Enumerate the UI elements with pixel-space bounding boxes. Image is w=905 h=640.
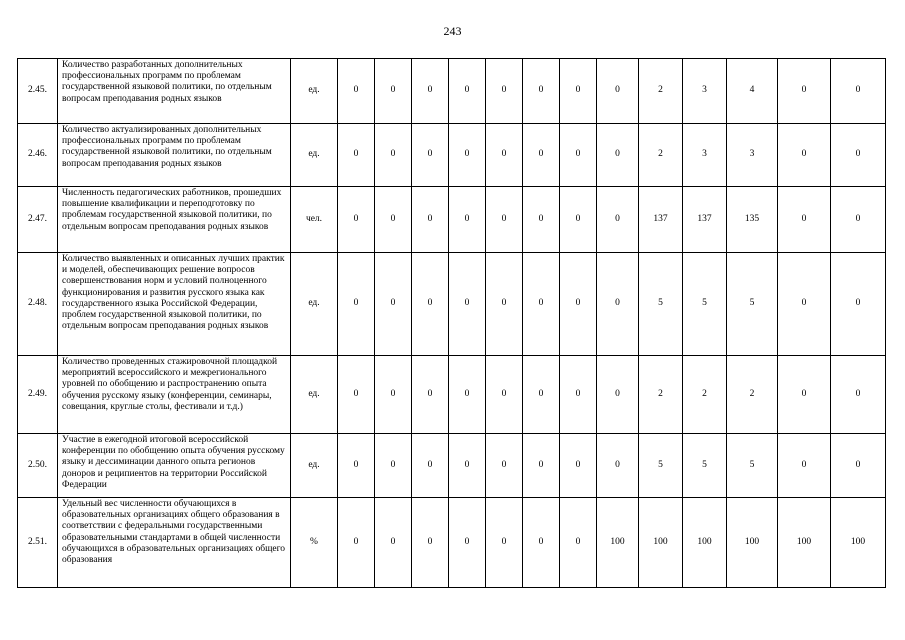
value-cell: 0 [523, 187, 560, 253]
value-cell: 100 [727, 498, 778, 588]
value-cell: 0 [412, 356, 449, 434]
value-cell: 0 [486, 356, 523, 434]
value-cell: 0 [831, 124, 886, 187]
value-cell: 100 [831, 498, 886, 588]
value-cell: 0 [831, 356, 886, 434]
table-row [18, 498, 886, 588]
value-cell: 2 [639, 356, 683, 434]
value-cell: 0 [486, 253, 523, 356]
value-cell: 0 [560, 253, 597, 356]
row-number: 2.47. [18, 187, 58, 253]
value-cell: 0 [449, 356, 486, 434]
value-cell: 0 [486, 187, 523, 253]
value-cell: 0 [523, 356, 560, 434]
table-row [18, 124, 886, 187]
row-number: 2.45. [18, 59, 58, 124]
indicators-table [17, 58, 886, 588]
unit-cell: ед. [291, 434, 338, 498]
value-cell: 0 [412, 59, 449, 124]
unit-cell: ед. [291, 356, 338, 434]
value-cell: 0 [523, 498, 560, 588]
value-cell: 135 [727, 187, 778, 253]
value-cell: 2 [639, 59, 683, 124]
value-cell: 137 [683, 187, 727, 253]
value-cell: 0 [338, 59, 375, 124]
value-cell: 3 [683, 59, 727, 124]
page-number: 243 [443, 24, 462, 38]
value-cell: 0 [449, 253, 486, 356]
value-cell: 137 [639, 187, 683, 253]
value-cell: 0 [486, 124, 523, 187]
value-cell: 0 [449, 498, 486, 588]
value-cell: 0 [778, 356, 831, 434]
value-cell: 0 [338, 124, 375, 187]
table-row [18, 187, 886, 253]
value-cell: 100 [639, 498, 683, 588]
table-row [18, 434, 886, 498]
table-row [18, 59, 886, 124]
value-cell: 0 [560, 59, 597, 124]
value-cell: 2 [727, 356, 778, 434]
value-cell: 0 [778, 253, 831, 356]
value-cell: 0 [375, 59, 412, 124]
indicator-description: Количество разработанных дополнительных профессиональных программ по проблемам государственной языковой политики, по отдельным вопросам преподавания родных языков [58, 59, 291, 124]
value-cell: 0 [560, 187, 597, 253]
unit-cell: % [291, 498, 338, 588]
row-number: 2.50. [18, 434, 58, 498]
value-cell: 0 [778, 124, 831, 187]
value-cell: 0 [778, 59, 831, 124]
value-cell: 0 [523, 434, 560, 498]
indicator-description: Количество проведенных стажировочной площадкой мероприятий всероссийского и межрегионального уровней по обобщению и распространению опыта обучения русскому языку (конференции, семинары, совещания, круглые столы, фестивали и т.д.) [58, 356, 291, 434]
value-cell: 0 [486, 59, 523, 124]
value-cell: 0 [449, 59, 486, 124]
row-number: 2.48. [18, 253, 58, 356]
value-cell: 0 [412, 434, 449, 498]
value-cell: 0 [449, 124, 486, 187]
value-cell: 5 [639, 434, 683, 498]
value-cell: 0 [375, 498, 412, 588]
value-cell: 0 [831, 187, 886, 253]
unit-cell: ед. [291, 124, 338, 187]
value-cell: 0 [412, 498, 449, 588]
value-cell: 0 [597, 187, 639, 253]
value-cell: 0 [375, 356, 412, 434]
row-number: 2.46. [18, 124, 58, 187]
value-cell: 0 [560, 498, 597, 588]
value-cell: 0 [375, 434, 412, 498]
value-cell: 100 [683, 498, 727, 588]
indicator-description: Численность педагогических работников, прошедших повышение квалификации и переподготовку по проблемам государственной языковой политики, по отдельным вопросам преподавания родных языков [58, 187, 291, 253]
value-cell: 0 [778, 187, 831, 253]
value-cell: 0 [412, 253, 449, 356]
value-cell: 0 [375, 124, 412, 187]
value-cell: 0 [597, 124, 639, 187]
value-cell: 0 [338, 434, 375, 498]
value-cell: 3 [683, 124, 727, 187]
value-cell: 0 [831, 434, 886, 498]
value-cell: 5 [727, 434, 778, 498]
row-number: 2.49. [18, 356, 58, 434]
value-cell: 0 [523, 253, 560, 356]
value-cell: 0 [412, 124, 449, 187]
value-cell: 0 [831, 59, 886, 124]
value-cell: 0 [597, 434, 639, 498]
value-cell: 5 [683, 253, 727, 356]
value-cell: 0 [597, 59, 639, 124]
value-cell: 0 [523, 124, 560, 187]
value-cell: 0 [597, 253, 639, 356]
value-cell: 0 [338, 356, 375, 434]
value-cell: 0 [375, 253, 412, 356]
unit-cell: ед. [291, 59, 338, 124]
value-cell: 0 [449, 434, 486, 498]
value-cell: 5 [727, 253, 778, 356]
row-number: 2.51. [18, 498, 58, 588]
indicator-description: Количество актуализированных дополнительных профессиональных программ по проблемам государственной языковой политики, по отдельным вопросам преподавания родных языков [58, 124, 291, 187]
value-cell: 2 [639, 124, 683, 187]
unit-cell: ед. [291, 253, 338, 356]
value-cell: 100 [778, 498, 831, 588]
value-cell: 5 [639, 253, 683, 356]
indicator-description: Участие в ежегодной итоговой всероссийской конференции по обобщению опыта обучения русскому языку и дессиминации данного опыта регионов доноров и реципиентов на территории Российской Федерации [58, 434, 291, 498]
value-cell: 0 [338, 253, 375, 356]
table-row [18, 356, 886, 434]
value-cell: 0 [375, 187, 412, 253]
value-cell: 0 [560, 124, 597, 187]
value-cell: 0 [338, 498, 375, 588]
value-cell: 0 [486, 434, 523, 498]
value-cell: 4 [727, 59, 778, 124]
unit-cell: чел. [291, 187, 338, 253]
value-cell: 5 [683, 434, 727, 498]
value-cell: 0 [486, 498, 523, 588]
value-cell: 0 [597, 356, 639, 434]
value-cell: 0 [560, 356, 597, 434]
value-cell: 2 [683, 356, 727, 434]
value-cell: 0 [778, 434, 831, 498]
indicator-description: Количество выявленных и описанных лучших практик и моделей, обеспечивающих решение вопросов совершенствования норм и условий полноценного функционирования и развития русского языка как государственного языка Российской Федерации, проблем государственной языковой политики, по отдельным вопросам преподавания родных языков [58, 253, 291, 356]
value-cell: 0 [560, 434, 597, 498]
value-cell: 0 [449, 187, 486, 253]
value-cell: 0 [523, 59, 560, 124]
table-row [18, 253, 886, 356]
value-cell: 0 [831, 253, 886, 356]
value-cell: 3 [727, 124, 778, 187]
indicator-description: Удельный вес численности обучающихся в образовательных организациях общего образования в соответствии с федеральными государственными образовательными стандартами в общей численности обучающихся в образовательных организациях общего образования [58, 498, 291, 588]
value-cell: 0 [338, 187, 375, 253]
value-cell: 100 [597, 498, 639, 588]
value-cell: 0 [412, 187, 449, 253]
